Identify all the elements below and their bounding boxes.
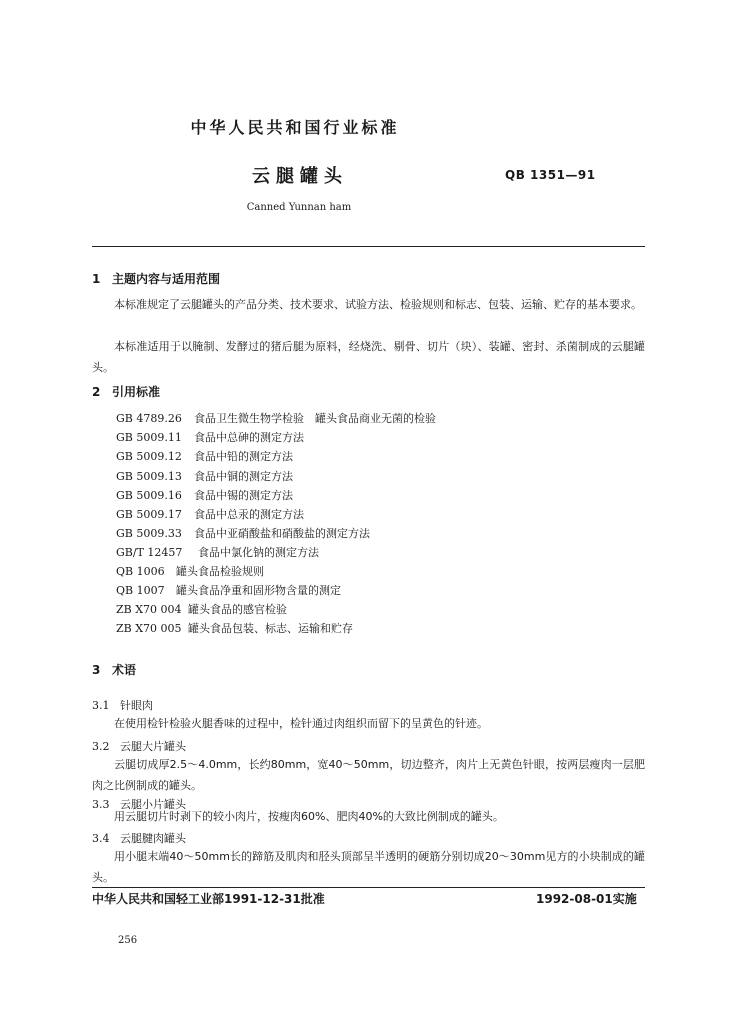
reference-code: GB 5009.11 xyxy=(116,431,182,444)
term-number: 3.3 xyxy=(92,798,110,811)
reference-item xyxy=(116,487,293,503)
section-2-heading xyxy=(92,383,160,400)
implementation-date: 1992-08-01实施 xyxy=(536,892,637,906)
term-heading xyxy=(92,830,186,846)
reference-title: 罐头食品净重和固形物含量的测定 xyxy=(176,584,341,597)
reference-code: GB/T 12457 xyxy=(116,546,183,559)
reference-code: GB 5009.13 xyxy=(116,470,182,483)
section-3-heading xyxy=(92,661,136,678)
english-title: Canned Yunnan ham xyxy=(246,202,352,213)
term-title: 云腿小片罐头 xyxy=(120,798,186,811)
reference-title: 食品中锡的测定方法 xyxy=(194,489,293,502)
term-title: 云腿大片罐头 xyxy=(120,740,186,753)
reference-item xyxy=(116,582,341,598)
standard-org-header: 中华人民共和国行业标准 xyxy=(190,118,400,137)
reference-title: 食品卫生微生物学检验 罐头食品商业无菌的检验 xyxy=(194,412,436,425)
reference-code: GB 4789.26 xyxy=(116,412,182,425)
reference-item xyxy=(116,468,293,484)
reference-code: QB 1006 xyxy=(116,565,165,578)
term-heading xyxy=(92,738,186,754)
reference-item xyxy=(116,563,264,579)
term-definition: 用小腿末端40～50mm长的蹄筋及肌肉和胫头顶部呈半透明的硬筋分别切成20～30mm见方的小块制成的罐头。 xyxy=(92,850,645,884)
term-number: 3.4 xyxy=(92,832,110,845)
term-title: 云腿腱肉罐头 xyxy=(120,832,186,845)
section-title: 主题内容与适用范围 xyxy=(112,272,221,286)
term-definition: 在使用检针检验火腿香味的过程中，检针通过肉组织而留下的呈黄色的针迹。 xyxy=(114,717,488,730)
term-title: 针眼肉 xyxy=(120,699,153,712)
section-title: 引用标准 xyxy=(112,385,161,399)
reference-code: GB 5009.33 xyxy=(116,527,182,540)
page-number: 256 xyxy=(118,935,138,946)
footer-divider xyxy=(92,887,645,888)
reference-title: 罐头食品检验规则 xyxy=(176,565,264,578)
header-divider xyxy=(92,246,645,247)
reference-title: 食品中总砷的测定方法 xyxy=(194,431,304,444)
reference-item xyxy=(116,410,436,426)
reference-item xyxy=(116,525,370,541)
reference-item xyxy=(116,620,353,636)
reference-title: 食品中铜的测定方法 xyxy=(194,470,293,483)
reference-title: 食品中总汞的测定方法 xyxy=(194,508,304,521)
section-title: 术语 xyxy=(112,663,137,677)
reference-code: GB 5009.12 xyxy=(116,450,182,463)
section-1-paragraph-2: 本标准适用于以腌制、发酵过的猪后腿为原料，经烧洗、剔骨、切片（块）、装罐、密封、杀菌制成的云腿罐头。 xyxy=(92,340,645,374)
term-definition: 云腿切成厚2.5～4.0mm，长约80mm，宽40～50mm，切边整齐，肉片上无黄色针眼，按两层瘦肉一层肥肉之比例制成的罐头。 xyxy=(92,758,645,792)
reference-item xyxy=(116,429,304,445)
document-title: 云腿罐头 xyxy=(252,166,348,187)
reference-item xyxy=(116,506,304,522)
approval-line: 中华人民共和国轻工业部1991-12-31批准 xyxy=(92,892,325,906)
reference-item xyxy=(116,448,293,464)
section-number: 3 xyxy=(92,663,101,677)
reference-code: ZB X70 004 xyxy=(116,603,182,616)
section-number: 2 xyxy=(92,385,101,399)
term-number: 3.1 xyxy=(92,699,110,712)
reference-title: 罐头食品的感官检验 xyxy=(188,603,287,616)
reference-title: 食品中氯化钠的测定方法 xyxy=(198,546,319,559)
reference-code: QB 1007 xyxy=(116,584,165,597)
reference-title: 食品中亚硝酸盐和硝酸盐的测定方法 xyxy=(194,527,370,540)
section-1-paragraph-1: 本标准规定了云腿罐头的产品分类、技术要求、试验方法、检验规则和标志、包装、运输、贮存的基本要求。 xyxy=(114,298,642,311)
reference-code: ZB X70 005 xyxy=(116,622,182,635)
reference-title: 食品中铅的测定方法 xyxy=(194,450,293,463)
reference-code: GB 5009.16 xyxy=(116,489,182,502)
reference-code: GB 5009.17 xyxy=(116,508,182,521)
term-definition: 用云腿切片时剥下的较小肉片，按瘦肉60%、肥肉40%的大致比例制成的罐头。 xyxy=(114,810,504,823)
section-1-heading xyxy=(92,270,220,287)
section-number: 1 xyxy=(92,272,101,286)
term-number: 3.2 xyxy=(92,740,110,753)
standard-code: QB 1351—91 xyxy=(505,168,596,182)
reference-title: 罐头食品包装、标志、运输和贮存 xyxy=(188,622,353,635)
term-heading xyxy=(92,697,153,713)
reference-item xyxy=(116,544,319,560)
reference-item xyxy=(116,601,287,617)
